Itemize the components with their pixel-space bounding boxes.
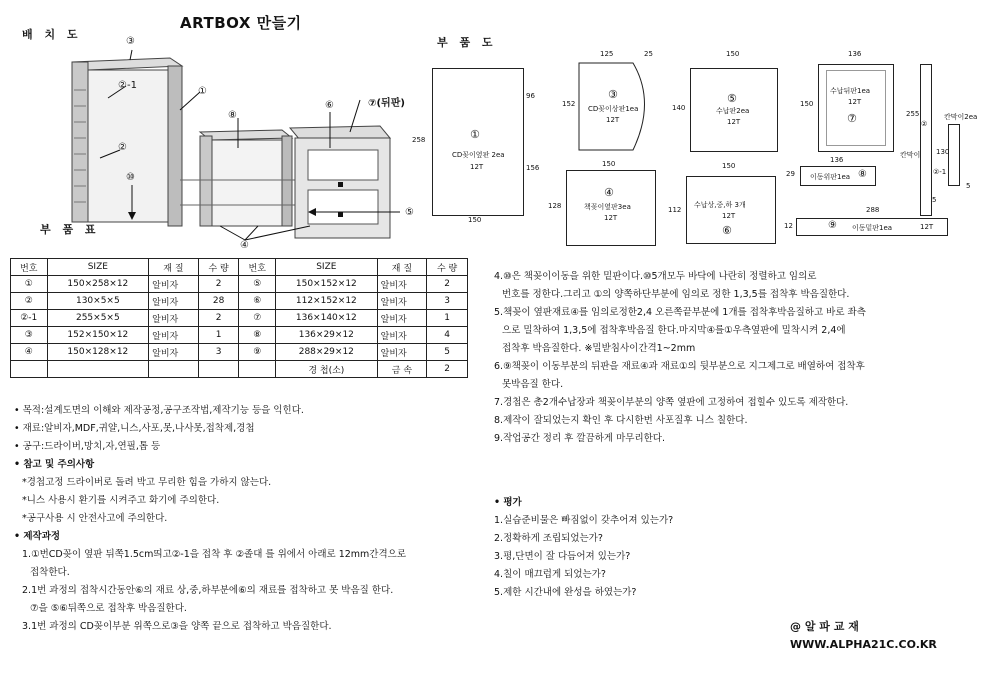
brand-url[interactable]: WWW.ALPHA21C.CO.KR — [790, 638, 937, 651]
callout-2: ② — [118, 142, 127, 153]
part-9-thick: 12T — [920, 223, 934, 231]
part-5-dim-h: 140 — [672, 104, 686, 112]
cell — [149, 361, 199, 378]
part-8-num: ⑧ — [858, 169, 867, 180]
part-2-name: 칸막이 — [900, 151, 921, 159]
caution-item: *공구사용 시 안전사고에 주의한다. — [22, 513, 168, 524]
evaluation-title: • 평가 — [494, 497, 522, 508]
step-line: 8.제작이 잘되었는지 확인 후 다시한번 사포질후 니스 칠한다. — [494, 415, 748, 426]
cell: 3 — [427, 293, 468, 310]
cell: 알비자 — [149, 293, 199, 310]
part-5-name: 수납판2ea — [716, 107, 750, 115]
assembly-illustration — [60, 40, 430, 255]
caution-title: • 참고 및 주의사항 — [14, 459, 95, 470]
cell: 288×29×12 — [276, 344, 378, 361]
evaluation-item: 2.정확하게 조립되었는가? — [494, 533, 603, 544]
table-row — [11, 293, 468, 310]
evaluation-item: 5.제한 시간내에 완성을 하였는가? — [494, 587, 637, 598]
evaluation-item: 3.평,단면이 잘 다듬어져 있는가? — [494, 551, 631, 562]
goal-text: • 목적:설계도면의 이해와 제작공정,공구조작법,제작기능 등을 익힌다. — [14, 405, 304, 416]
part-4-dim-h: 128 — [548, 202, 562, 210]
cell: ⑦ — [239, 310, 276, 327]
brand-name: @ 알 파 교 재 — [790, 620, 859, 633]
part-8-dim-w: 136 — [830, 156, 844, 164]
part-3-dim-curve: 25 — [644, 50, 653, 58]
callout-6: ⑥ — [325, 100, 334, 111]
part-2-1-num: ②-1 — [933, 168, 947, 176]
part-7-dim-h: 150 — [800, 100, 814, 108]
cell: 28 — [198, 293, 239, 310]
part-6-name: 수납상,중,하 3개 — [694, 201, 746, 209]
part-5-thick: 12T — [727, 118, 741, 126]
part-2-strip — [920, 64, 932, 216]
step-line: 번호를 정한다.그리고 ①의 양쪽하단부분에 임의로 정한 1,3,5를 접착후 박음질한다. — [502, 289, 850, 300]
part-7-dim-w: 136 — [848, 50, 862, 58]
part-1-thick: 12T — [470, 163, 484, 171]
part-6-dim-w: 150 — [722, 162, 736, 170]
callout-2-1: ②-1 — [118, 80, 137, 91]
col-header: 재 질 — [149, 259, 199, 276]
col-header: SIZE — [47, 259, 149, 276]
table-row — [11, 327, 468, 344]
cell: 금 속 — [377, 361, 427, 378]
step-line: 6.⑨책꽂이 이동부분의 뒤판을 재료④과 재료①의 뒷부분으로 지그제그로 배열하여 접착후 — [494, 361, 865, 372]
caution-item: *니스 사용시 환기를 시켜주고 화기에 주의한다. — [22, 495, 220, 506]
part-3-name: CD꽂이상판1ea — [588, 105, 639, 113]
cell: 알비자 — [149, 344, 199, 361]
cell: 150×152×12 — [276, 276, 378, 293]
evaluation-item: 1.실습준비물은 빠짐없이 갖추어져 있는가? — [494, 515, 674, 526]
process-title: • 제작과정 — [14, 531, 61, 542]
part-3-thick: 12T — [606, 116, 620, 124]
callout-3: ③ — [126, 36, 135, 47]
cell — [47, 361, 149, 378]
part-7-thick: 12T — [848, 98, 862, 106]
cell: 알비자 — [377, 293, 427, 310]
tools-text: • 공구:드라이버,망치,자,연필,톱 등 — [14, 441, 161, 452]
process-step: 2.1번 과정의 접착시간동안⑥의 재료 상,중,하부분에⑥의 재료를 접착하고 못 박음질 한다. — [22, 585, 394, 596]
callout-10: ⑩ — [126, 172, 135, 183]
part-1-name: CD꽂이옆판 2ea — [452, 151, 505, 159]
part-7-name: 수납뒤판1ea — [830, 87, 871, 95]
part-1-dim-w: 150 — [468, 216, 482, 224]
part-1-num: ① — [470, 128, 480, 141]
process-step: 3.1번 과정의 CD꽂이부분 위쪽으로③을 양쪽 끝으로 접착하고 박음질한다. — [22, 621, 332, 632]
cell: 1 — [198, 327, 239, 344]
callout-8: ⑧ — [228, 110, 237, 121]
cell: 112×152×12 — [276, 293, 378, 310]
cell: ④ — [11, 344, 48, 361]
table-row — [11, 310, 468, 327]
part-2-num: ② — [921, 120, 928, 128]
cell: 152×150×12 — [47, 327, 149, 344]
part-9-name: 이동밑판1ea — [852, 224, 893, 232]
part-4-num: ④ — [604, 186, 614, 199]
cell: ⑨ — [239, 344, 276, 361]
evaluation-section — [494, 494, 894, 602]
cell: 알비자 — [149, 310, 199, 327]
step-line: 못박음질 한다. — [502, 379, 564, 390]
cell: 136×140×12 — [276, 310, 378, 327]
part-2-1-dim-h: 130 — [936, 148, 950, 156]
part-4-thick: 12T — [604, 214, 618, 222]
cell — [198, 361, 239, 378]
callout-1: ① — [198, 86, 207, 97]
process-step: 접착한다. — [30, 567, 70, 578]
cell: ② — [11, 293, 48, 310]
part-8-name: 이동위판1ea — [810, 173, 851, 181]
parts-table-label: 부 품 표 — [40, 223, 100, 236]
part-7-inner — [826, 70, 886, 146]
step-line: 4.⑩은 책꽂이이동을 위한 밑판이다.⑩5개모두 바닥에 나란히 정렬하고 임의로 — [494, 271, 817, 282]
evaluation-item: 4.칠이 매끄럽게 되었는가? — [494, 569, 606, 580]
cell: 130×5×5 — [47, 293, 149, 310]
table-header-row — [11, 259, 468, 276]
cell: ⑥ — [239, 293, 276, 310]
part-9-dim-h: 12 — [784, 222, 793, 230]
parts-drawing-label: 부 품 도 — [437, 36, 497, 49]
caution-item: *경첩고정 드라이버로 돌려 박고 무리한 힘을 가하지 않는다. — [22, 477, 272, 488]
part-1-panel — [432, 68, 524, 216]
part-6-num: ⑥ — [722, 224, 732, 237]
col-header: 수 량 — [427, 259, 468, 276]
process-step: 1.①번CD꽂이 옆판 뒤쪽1.5cm띄고②-1을 접착 후 ②졸대 를 위에서 아래로 12mm간격으로 — [22, 549, 406, 560]
part-8-dim-h: 29 — [786, 170, 795, 178]
callout-4: ④ — [240, 240, 249, 251]
part-3-dim-w: 125 — [600, 50, 614, 58]
cell: ⑧ — [239, 327, 276, 344]
parts-table — [10, 258, 468, 378]
cell: 136×29×12 — [276, 327, 378, 344]
table-row — [11, 361, 468, 378]
part-2-1-name: 칸막이2ea — [944, 113, 978, 121]
info-section — [14, 402, 494, 636]
table-row — [11, 276, 468, 293]
part-1-dim-a: 96 — [526, 92, 535, 100]
cell: 알비자 — [149, 327, 199, 344]
step-line: 5.책꽂이 옆판재료④를 임의로정한2,4 오른쪽끝부분에 1개를 접착후박음질하고 바로 좌측 — [494, 307, 866, 318]
cell: ① — [11, 276, 48, 293]
table-row — [11, 344, 468, 361]
cell: ⑤ — [239, 276, 276, 293]
part-4-name: 책꽂이옆판3ea — [584, 203, 631, 211]
cell: ③ — [11, 327, 48, 344]
cell: 150×128×12 — [47, 344, 149, 361]
part-2-dim-h: 255 — [906, 110, 920, 118]
part-6-dim-h: 112 — [668, 206, 682, 214]
cell: 2 — [427, 361, 468, 378]
part-2-dim-w: 5 — [932, 196, 937, 204]
part-6-thick: 12T — [722, 212, 736, 220]
part-5-dim-w: 150 — [726, 50, 740, 58]
process-step: ⑦을 ⑤⑥뒤쪽으로 접착후 박음질한다. — [30, 603, 187, 614]
cell: 3 — [198, 344, 239, 361]
cell: 알비자 — [377, 310, 427, 327]
cell: 2 — [198, 276, 239, 293]
part-9-dim-w: 288 — [866, 206, 880, 214]
cell: 2 — [427, 276, 468, 293]
cell — [11, 361, 48, 378]
page-title: ARTBOX 만들기 — [180, 14, 302, 32]
part-2-1-strip — [948, 124, 960, 186]
layout-label: 배 치 도 — [22, 28, 82, 41]
step-line: 7.경첩은 총2개수납장과 책꽂이부분의 양쪽 옆판에 고정하여 접힐수 있도록 제작한다. — [494, 397, 849, 408]
step-line: 으로 밀착하여 1,3,5에 접착후박음질 한다.마지막④를①우측옆판에 밀착시켜 2,4에 — [502, 325, 846, 336]
part-1-dim-h: 258 — [412, 136, 426, 144]
step-line: 접착후 박음질한다. ※밀받침사이간격1~2mm — [502, 343, 696, 354]
cell: 알비자 — [377, 276, 427, 293]
cell: 2 — [198, 310, 239, 327]
part-4-dim-w: 150 — [602, 160, 616, 168]
col-header: 수 량 — [198, 259, 239, 276]
part-5-num: ⑤ — [727, 92, 737, 105]
col-header: 번호 — [11, 259, 48, 276]
cell: 4 — [427, 327, 468, 344]
part-9-num: ⑨ — [828, 220, 837, 231]
step-line: 9.작업공간 정리 후 깔끔하게 마무리한다. — [494, 433, 665, 444]
cell: 알비자 — [377, 327, 427, 344]
cell: 1 — [427, 310, 468, 327]
cell: 알비자 — [377, 344, 427, 361]
col-header: 재 질 — [377, 259, 427, 276]
cell: 150×258×12 — [47, 276, 149, 293]
cell: 5 — [427, 344, 468, 361]
part-3-dim-h: 152 — [562, 100, 576, 108]
col-header: SIZE — [276, 259, 378, 276]
steps-section — [494, 268, 994, 448]
material-text: • 재료:알비자,MDF,귀얄,니스,사포,못,나사못,접착제,경첩 — [14, 423, 255, 434]
col-header: 번호 — [239, 259, 276, 276]
back-panel-label: ⑦(뒤판) — [368, 98, 405, 109]
part-1-dim-b: 156 — [526, 164, 540, 172]
cell: ②-1 — [11, 310, 48, 327]
cell: 255×5×5 — [47, 310, 149, 327]
callout-5: ⑤ — [405, 207, 414, 218]
cell: 알비자 — [149, 276, 199, 293]
part-2-1-dim-w: 5 — [966, 182, 971, 190]
cell: 경 첩(소) — [276, 361, 378, 378]
part-3-num: ③ — [608, 88, 618, 101]
part-7-num: ⑦ — [847, 112, 857, 125]
cell — [239, 361, 276, 378]
